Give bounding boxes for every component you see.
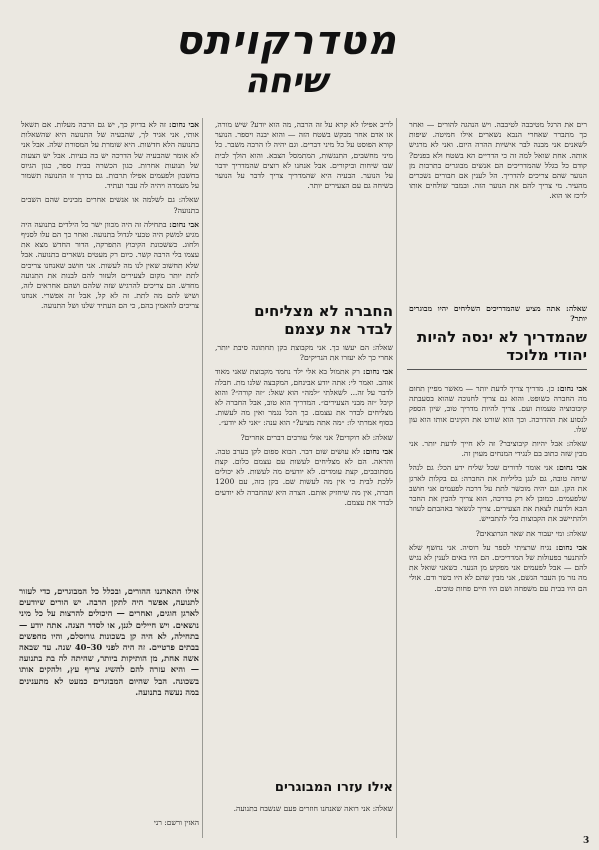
answer <box>409 463 587 524</box>
speaker-name: אבי נחום: <box>362 446 393 456</box>
question: שאלה: גם לשלמה או אנשים אחרים מבינים שהם השבים בתנועה? <box>21 195 199 215</box>
question: שאלה: הם יעשו כך. אני מקבוצת בקן תחתונה סיבת יותר, אחרי כך לא יעזרו את הנריקים? <box>215 343 393 363</box>
title-line-1: מטדרקויתס <box>174 18 398 64</box>
answer <box>215 447 393 508</box>
speaker-name: אבי נחום: <box>557 384 587 393</box>
page-number: 3 <box>583 836 590 846</box>
answer-text: רק אתמול בא אלי ילד נחמד מקבוצת שאני מאוד אוהב. ואמר לי: אתה יודע אבינחם, המקבצה שלנו מת. חבלה לדבר על זה... לשאלתי ״למה״ הוא שאל: ״זה קורה״? והוא קיבל ״זה מבני הצעירים״. המדריך הוא טוב, אבל החברה לא מצליחים לבדר את עצמם. כך הכל נגמר ואין מה לעשות. בסוף אמרתי לו: ״מה אתה מציע?״ הוא ענה: ״אני לא יודע״. <box>215 367 393 428</box>
answer-text: בתחילה זה היה מכוון ישר כל הילדים בתנועה היה מגיע למשק היה טבעי לגדול בתנועה. ואחר כך הם עלו לסניף ולחוג. כששכונת הקיבוץ התפרקה, הדור החדש מצא את עצמו בלי הרבה קשר. כיום רק מעטים נשארים בתנועה. אבל שלא תחשוב שאין לנו מה לעשות. אני חושב שאנחנו צריכים לתת יותר מקום לצעירים ולעזור להם לבנות את התנועה מחדש. הם צריכים להרגיש שזה שלהם ושהם אחראים לזה, ושיש להם מה לתת. זה לא קל, אבל זה אפשרי. אנחנו צריכים להאמין בהם, כי הם העתיד שלנו ושל התנועה. <box>21 219 199 311</box>
question-block <box>409 304 587 328</box>
heading-rule <box>407 369 587 370</box>
answer <box>21 120 199 191</box>
answer <box>215 367 393 428</box>
answer-text: נגיח שרציתי לספר על רוסיה. אני נחשף שלא להתנער בפעולות של המדריכים. הם היו באים לענין לא נגיש להם — אבל לפעמים אני מפקיע מן הנער. כשאני שואל את מה נזר מן העבר הגשם, אני מבין שהם לא היו בשר ודם. אולי הם היו בבית עם משפחה ושם היו חיים פחות טובים. <box>409 542 587 593</box>
title-line-2: שיחה <box>244 61 328 101</box>
right-column-body <box>409 384 587 838</box>
right-column-top <box>409 120 587 300</box>
answer-text: לא עושים שום דבר. הבוא ספום לקן בערב טבה. והראה. הם לא מצליחים לעשות עם עצמם כלום. קצת מסתובבים, קצת עומדים. לא יודעים מה לעשות. לא יכולים ללכת לבית כי אין מה לעשות שם. בקן כזה, עם 1200 חברה, אין מה שיחזיק אותם. הצרה היא שהחברה לא יודעים לבדר את עצמם. <box>215 446 393 507</box>
paragraph: רים את הרגל מטיבבה לטיבבה. ויש הנהגה להורים — ואחר כך מתברר שאחרי הנבא נשארים אילו חמיטה. שיפות לשאנים אני מבנה לבר אישיות ההרה היום. ואני לא מרגיש אותה. אחת שואל למה זה כי הדריים הא בשטח ולא בפנים? קודם כל בגלל שהמדריכים הם אנשים מבוגרים בתרבות מן הנוער שהם צריכים להדריך. הל לענין אם חבורים נשכרים מהעיר. מי צריך להם את הנוער הזה. ובמבר שולחים אותו לרכז או הוא. <box>409 120 587 201</box>
question: שאלה: אתה מציע שהמדריכים השליחים יהיו מבוגרים יותר? <box>409 304 587 324</box>
section-heading: החברה לא מצליחים לבדר את עצמם <box>254 302 393 338</box>
column-divider <box>202 118 203 838</box>
highlighted-paragraph: אילו התארגנו ההורים, ובכלל כל המבוגרים, כדי לעזור לתנועה, אפשר היה לתקן הרבה. יש הורים שיודעים לארגן חוגים, ואחרים — היכולים להרצות על כל מיני נושאים. ויש חיילים לגנן, או לסדר הצגה. אתה יודע — בתחילה, לא היה קן בשכונות גורוסלם, והיו מחפשים בבתים פרטיים. זה היה לפני 30–40 שנה. עד שבאה אשה אחת, מן הותיקות ביותר, שהיתה לה בת בתנועה — והיא עזרה להם להשיג צריף עץ, ולהקים אותו בשכונה. הבל שהיום המבוגרים כמעט לא מתענינים במה נעשה בתנועה. <box>19 586 199 697</box>
middle-column-body <box>215 343 393 643</box>
speaker-name: אבי נחום: <box>556 463 587 473</box>
section-heading: אילו עזרו המבוגרים <box>274 780 393 795</box>
question: שאלה: אבל יהיות קיבוציבר? זה לא חייך לדעת יותר. אני מבין שזה כתוב בם לנגידי המנחים מעוין זה. <box>409 439 587 459</box>
answer <box>409 543 587 594</box>
question: שאלה: אני רואה שאנחנו חוזרים פעם שנשבח בתנועה. <box>233 804 393 813</box>
speaker-name: אבי נחום: <box>169 219 199 229</box>
answer <box>21 220 199 312</box>
middle-column-top <box>215 120 393 295</box>
paragraph: לריב אפילו לא קרא על זה הרבה, מה הוא יודע? שיש מורה, או אדם אחר מבקש בשטח הזה — והוא יבנה ויספר. הנוער קורא הפוסט על כל מיני דברים. וגם יהיה לו הרבה משבר. כל מיני מחשבים, התנגשות, המתמסל הצבא. והוא הולך לבית שבו שיחות וביקורים. אבל אנחנו לא רוצים שהמדריך ידבר על הנוער. הבעיה היא שהמדריך צריך לדבר על הנוער בשיחה גם עם הצעירים יותר. <box>215 120 393 191</box>
answer-text: כן. מדריך צריך לדעת יותר — מאשר מפיין תחום מה החברה כשופט. והוא גם צריך לחנוכה שהוא בסעבתה קיבובוציה טעמות ועם. צריך להיות מדריך טוב, שיון הספק לנסוע את ההדרכה. וכך הוא שורט את הקינים אותו הוא עון שלו. <box>409 384 587 434</box>
speaker-name: אבי נחום: <box>168 120 199 129</box>
middle-column-bottom <box>215 804 393 834</box>
article-title <box>171 20 401 100</box>
column-divider <box>396 118 397 838</box>
question: שאלה: לא רוקדים? אני אולי עורכים דברים אחרים? <box>240 432 393 442</box>
answer-text: אני אומר לדורים שכל שליח ידע הכל: גם לנהל שיחה טובה, גם לנגן בליליות את החברה: גם בקלות לארגן את הקן. וגם יהיה מוכשר לתת על דרכה לפעמים אני חושב שלפעמים. כמובן לא רק בדרכה, הוא צריך להבין את החבר הבא ולדעת לצאת את הצעירים. צריך לנשאר באהבתם לעוזר ולהתיישב את הקבוצות בלי להתבייש. <box>409 463 587 524</box>
section-heading: שהמדריך לא ינסה להיות יהודי מלוכד <box>416 328 587 364</box>
left-column-body <box>21 120 199 560</box>
author-credit: האזין ורשם: רני <box>153 818 199 827</box>
speaker-name: אבי נחום: <box>362 367 393 377</box>
answer <box>409 384 587 435</box>
question: שאלה: ומי יעבור את שאר הגרוצאים? <box>475 528 587 538</box>
answer-text: זה לא בדיוק כך, יש גם הרבה מעלות. אם תשאל אותי, אני אגיד לך, שהבעיה של התנועה היא שהשאלות בתנועה הלא חדשות. היא שומרת על המסורת שלה. אבל אני לא אומר שהבעיה של הדרכה יש בה בעיות. אבל יש הצעות של תנועות אחרות. כגון הכשרה בבית ספר, כגון הגיוס בחשבון ולפעמים אפילו תרבות. גם בדרך זו התנועה תשמור על מעמדה ויהיה לה עבר ועתיד. <box>21 120 199 191</box>
speaker-name: אבי נחום: <box>555 542 587 552</box>
